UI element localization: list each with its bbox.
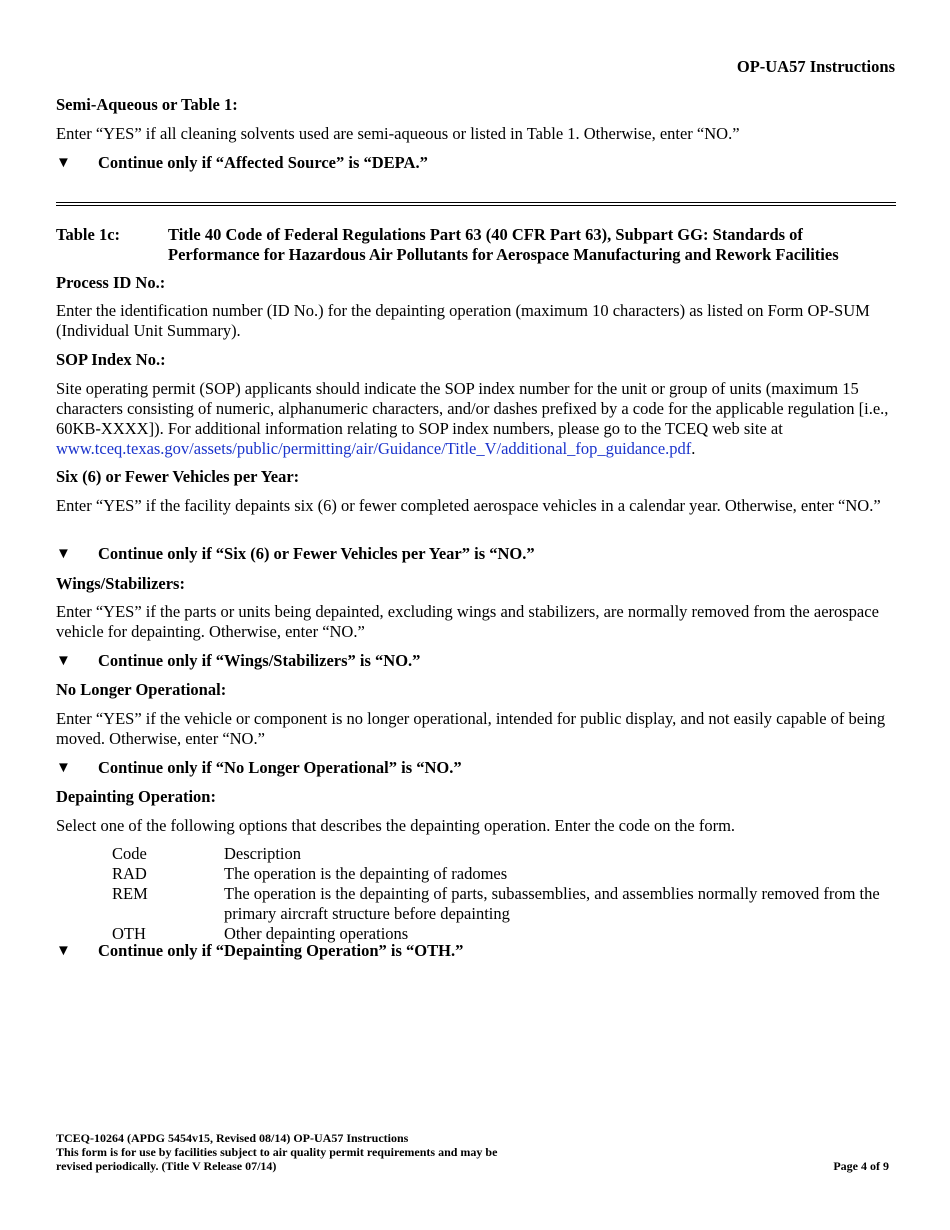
down-triangle-icon: ▼: [56, 943, 71, 959]
sop-index-text-body: Site operating permit (SOP) applicants should indicate the SOP index number for the unit or group of units (maximum 15 characters consisting of numeric, alphanumeric characters, and/or dashes prefixed by a code for the applicable regulation [i.e., 60KB-XXXX]). For additional information relating to SOP index numbers, please go to the TCEQ web site at: [56, 379, 889, 438]
no-longer-operational-heading: No Longer Operational:: [56, 680, 227, 699]
continue-instruction-six-vehicles: [56, 544, 938, 564]
code-column-header: Code: [112, 844, 147, 863]
page-footer: [56, 1131, 497, 1173]
footer-note-line1: This form is for use by facilities subject to air quality permit requirements and may be: [56, 1145, 498, 1159]
continue-instruction-wings: [56, 651, 938, 671]
code-description: The operation is the depainting of radomes: [224, 864, 508, 883]
tceq-guidance-link[interactable]: www.tceq.texas.gov/assets/public/permitting/air/Guidance/Title_V/additional_fop_guidance.pdf: [56, 439, 692, 458]
page-header-title: OP-UA57 Instructions: [736, 57, 895, 76]
continue-instruction-depainting: [56, 941, 938, 961]
code-table-header: [112, 844, 884, 864]
sop-index-text-end: .: [691, 439, 696, 458]
down-triangle-icon: ▼: [56, 760, 71, 776]
sop-index-text: [56, 379, 896, 459]
six-vehicles-heading: Six (6) or Fewer Vehicles per Year:: [56, 467, 300, 486]
continue-instruction-depa: [56, 153, 938, 173]
sop-index-heading: SOP Index No.:: [56, 350, 166, 369]
footer-form-id: TCEQ-10264 (APDG 5454v15, Revised 08/14) OP-UA57 Instructions: [56, 1131, 409, 1145]
code-description: Other depainting operations: [224, 924, 409, 943]
page-number: Page 4 of 9: [833, 1159, 889, 1173]
process-id-text: Enter the identification number (ID No.) for the depainting operation (maximum 10 characters) as listed on Form OP-SUM (Individual Unit Summary).: [56, 301, 870, 340]
table-label: Table 1c:: [56, 225, 121, 244]
table-title: [56, 225, 896, 265]
down-triangle-icon: ▼: [56, 546, 71, 562]
table-title-text: Title 40 Code of Federal Regulations Part 63 (40 CFR Part 63), Subpart GG: Standards of Performance for Hazardous Air Pollutants for Aerospace Manufacturing and Rework Facilities: [168, 225, 839, 264]
table-row: [112, 884, 884, 924]
down-triangle-icon: ▼: [56, 653, 71, 669]
continue-text: Continue only if “Wings/Stabilizers” is “NO.”: [98, 651, 421, 670]
code-value: REM: [112, 884, 148, 903]
continue-text: Continue only if “Affected Source” is “DEPA.”: [98, 153, 428, 172]
no-longer-operational-text: Enter “YES” if the vehicle or component is no longer operational, intended for public display, and not easily capable of being moved. Otherwise, enter “NO.”: [56, 709, 886, 748]
semi-aqueous-text: Enter “YES” if all cleaning solvents used are semi-aqueous or listed in Table 1. Otherwise, enter “NO.”: [56, 124, 740, 143]
down-triangle-icon: ▼: [56, 155, 71, 171]
code-table: [112, 844, 884, 944]
code-value: OTH: [112, 924, 146, 943]
process-id-heading: Process ID No.:: [56, 273, 166, 292]
continue-text: Continue only if “Depainting Operation” is “OTH.”: [98, 941, 464, 960]
code-description: The operation is the depainting of parts, subassemblies, and assemblies normally removed from the primary aircraft structure before depainting: [224, 884, 880, 923]
semi-aqueous-heading: Semi-Aqueous or Table 1:: [56, 95, 238, 114]
wings-text: Enter “YES” if the parts or units being depainted, excluding wings and stabilizers, are normally removed from the aerospace vehicle for depainting. Otherwise, enter “NO.”: [56, 602, 879, 641]
code-value: RAD: [112, 864, 147, 883]
footer-note-line2: revised periodically. (Title V Release 07/14): [56, 1159, 277, 1173]
description-column-header: Description: [224, 844, 301, 863]
document-page: [56, 0, 896, 1230]
continue-instruction-no-longer: [56, 758, 938, 778]
depainting-text: Select one of the following options that describes the depainting operation. Enter the code on the form.: [56, 816, 736, 835]
six-vehicles-text: Enter “YES” if the facility depaints six (6) or fewer completed aerospace vehicles in a calendar year. Otherwise, enter “NO.”: [56, 496, 881, 515]
continue-text: Continue only if “No Longer Operational” is “NO.”: [98, 758, 462, 777]
wings-heading: Wings/Stabilizers:: [56, 574, 185, 593]
table-row: [112, 864, 884, 884]
depainting-heading: Depainting Operation:: [56, 787, 216, 806]
section-divider: [56, 202, 896, 206]
continue-text: Continue only if “Six (6) or Fewer Vehicles per Year” is “NO.”: [98, 544, 535, 563]
